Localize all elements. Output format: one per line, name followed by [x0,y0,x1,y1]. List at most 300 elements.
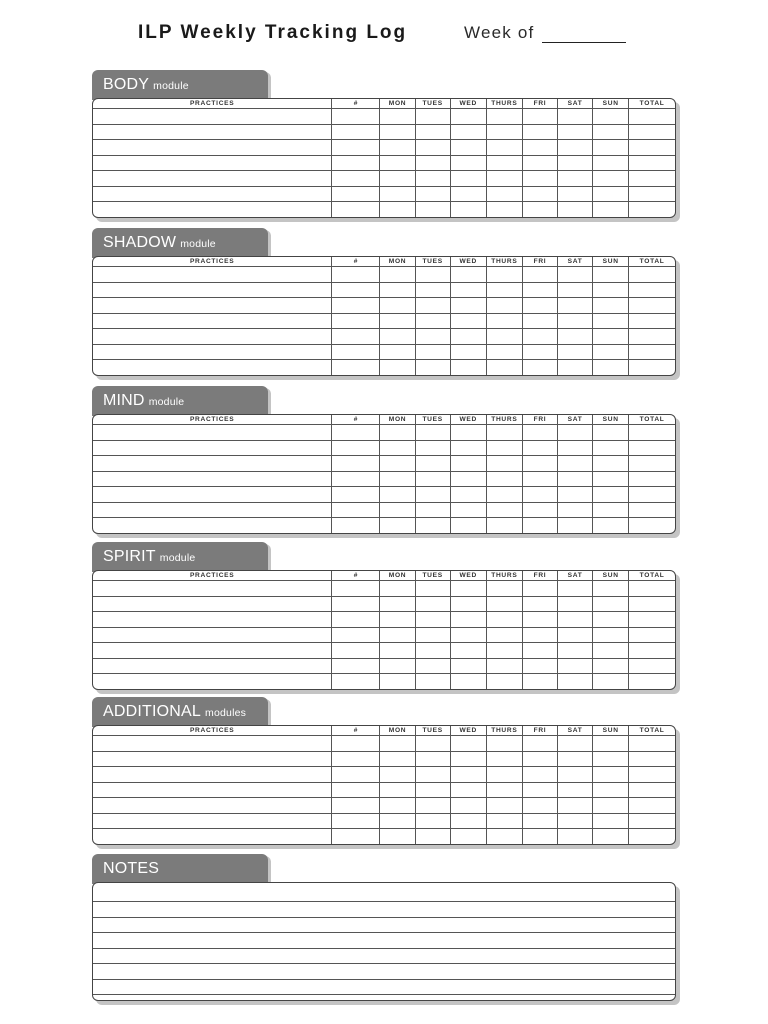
notes-line[interactable] [93,933,675,949]
cell-count[interactable] [332,109,380,125]
cell-sat[interactable] [558,155,593,171]
cell-thurs[interactable] [486,186,522,202]
cell-thurs[interactable] [486,360,522,375]
cell-tues[interactable] [415,782,450,798]
cell-wed[interactable] [450,360,486,375]
cell-tues[interactable] [415,813,450,829]
cell-sun[interactable] [593,202,629,217]
cell-tues[interactable] [415,627,450,643]
cell-tues[interactable] [415,440,450,456]
cell-practices[interactable] [93,124,332,140]
cell-count[interactable] [332,471,380,487]
cell-sat[interactable] [558,344,593,360]
cell-fri[interactable] [522,736,557,752]
cell-sat[interactable] [558,282,593,298]
cell-mon[interactable] [380,627,415,643]
cell-tues[interactable] [415,267,450,283]
cell-mon[interactable] [380,124,415,140]
cell-total[interactable] [629,186,675,202]
cell-total[interactable] [629,109,675,125]
cell-wed[interactable] [450,282,486,298]
cell-total[interactable] [629,658,675,674]
cell-thurs[interactable] [486,124,522,140]
cell-wed[interactable] [450,425,486,441]
cell-thurs[interactable] [486,798,522,814]
cell-mon[interactable] [380,658,415,674]
cell-fri[interactable] [522,329,557,345]
cell-mon[interactable] [380,518,415,533]
cell-sun[interactable] [593,471,629,487]
cell-practices[interactable] [93,596,332,612]
cell-tues[interactable] [415,487,450,503]
cell-practices[interactable] [93,658,332,674]
cell-tues[interactable] [415,425,450,441]
cell-sun[interactable] [593,658,629,674]
cell-mon[interactable] [380,813,415,829]
cell-sat[interactable] [558,360,593,375]
cell-total[interactable] [629,267,675,283]
cell-total[interactable] [629,425,675,441]
cell-thurs[interactable] [486,612,522,628]
cell-fri[interactable] [522,155,557,171]
cell-mon[interactable] [380,782,415,798]
cell-wed[interactable] [450,736,486,752]
cell-fri[interactable] [522,596,557,612]
cell-tues[interactable] [415,140,450,156]
cell-total[interactable] [629,282,675,298]
cell-sun[interactable] [593,798,629,814]
cell-thurs[interactable] [486,658,522,674]
cell-count[interactable] [332,782,380,798]
cell-wed[interactable] [450,202,486,217]
cell-tues[interactable] [415,798,450,814]
cell-tues[interactable] [415,171,450,187]
cell-practices[interactable] [93,267,332,283]
cell-practices[interactable] [93,736,332,752]
cell-count[interactable] [332,186,380,202]
cell-count[interactable] [332,813,380,829]
cell-practices[interactable] [93,344,332,360]
notes-line[interactable] [93,964,675,980]
cell-count[interactable] [332,344,380,360]
cell-wed[interactable] [450,456,486,472]
cell-sat[interactable] [558,440,593,456]
cell-count[interactable] [332,360,380,375]
cell-wed[interactable] [450,298,486,314]
cell-total[interactable] [629,627,675,643]
cell-count[interactable] [332,171,380,187]
cell-fri[interactable] [522,344,557,360]
notes-area[interactable] [92,882,676,1001]
cell-tues[interactable] [415,751,450,767]
cell-practices[interactable] [93,425,332,441]
cell-sat[interactable] [558,502,593,518]
cell-count[interactable] [332,329,380,345]
cell-practices[interactable] [93,456,332,472]
cell-fri[interactable] [522,767,557,783]
cell-practices[interactable] [93,674,332,689]
cell-sun[interactable] [593,612,629,628]
cell-thurs[interactable] [486,109,522,125]
cell-fri[interactable] [522,782,557,798]
cell-count[interactable] [332,643,380,659]
cell-mon[interactable] [380,171,415,187]
cell-thurs[interactable] [486,171,522,187]
cell-thurs[interactable] [486,202,522,217]
cell-thurs[interactable] [486,140,522,156]
cell-sun[interactable] [593,674,629,689]
cell-thurs[interactable] [486,155,522,171]
cell-wed[interactable] [450,109,486,125]
cell-tues[interactable] [415,329,450,345]
cell-sun[interactable] [593,109,629,125]
cell-count[interactable] [332,140,380,156]
cell-thurs[interactable] [486,487,522,503]
cell-mon[interactable] [380,767,415,783]
cell-fri[interactable] [522,456,557,472]
notes-line[interactable] [93,902,675,918]
cell-thurs[interactable] [486,627,522,643]
cell-wed[interactable] [450,782,486,798]
cell-total[interactable] [629,140,675,156]
cell-tues[interactable] [415,643,450,659]
cell-tues[interactable] [415,612,450,628]
cell-fri[interactable] [522,171,557,187]
cell-total[interactable] [629,767,675,783]
cell-total[interactable] [629,829,675,844]
cell-sat[interactable] [558,627,593,643]
cell-practices[interactable] [93,627,332,643]
cell-mon[interactable] [380,596,415,612]
cell-count[interactable] [332,425,380,441]
cell-fri[interactable] [522,186,557,202]
cell-practices[interactable] [93,518,332,533]
cell-sun[interactable] [593,627,629,643]
cell-fri[interactable] [522,487,557,503]
cell-sun[interactable] [593,267,629,283]
cell-wed[interactable] [450,767,486,783]
cell-count[interactable] [332,155,380,171]
notes-line[interactable] [93,980,675,996]
cell-sat[interactable] [558,202,593,217]
cell-fri[interactable] [522,298,557,314]
cell-total[interactable] [629,329,675,345]
cell-mon[interactable] [380,109,415,125]
cell-fri[interactable] [522,798,557,814]
cell-sat[interactable] [558,329,593,345]
notes-line[interactable] [93,883,675,902]
cell-sun[interactable] [593,186,629,202]
cell-mon[interactable] [380,425,415,441]
cell-mon[interactable] [380,502,415,518]
cell-count[interactable] [332,767,380,783]
cell-sat[interactable] [558,643,593,659]
notes-line[interactable] [93,918,675,934]
cell-practices[interactable] [93,282,332,298]
cell-fri[interactable] [522,440,557,456]
cell-mon[interactable] [380,186,415,202]
cell-thurs[interactable] [486,518,522,533]
cell-tues[interactable] [415,471,450,487]
cell-tues[interactable] [415,658,450,674]
cell-mon[interactable] [380,751,415,767]
cell-tues[interactable] [415,202,450,217]
cell-fri[interactable] [522,643,557,659]
cell-wed[interactable] [450,829,486,844]
cell-fri[interactable] [522,674,557,689]
cell-wed[interactable] [450,471,486,487]
cell-total[interactable] [629,751,675,767]
cell-fri[interactable] [522,267,557,283]
cell-total[interactable] [629,736,675,752]
cell-practices[interactable] [93,155,332,171]
cell-fri[interactable] [522,425,557,441]
cell-thurs[interactable] [486,267,522,283]
cell-sun[interactable] [593,140,629,156]
cell-mon[interactable] [380,440,415,456]
cell-wed[interactable] [450,813,486,829]
cell-mon[interactable] [380,313,415,329]
cell-sun[interactable] [593,782,629,798]
cell-mon[interactable] [380,736,415,752]
cell-wed[interactable] [450,155,486,171]
cell-fri[interactable] [522,109,557,125]
cell-wed[interactable] [450,502,486,518]
cell-total[interactable] [629,440,675,456]
cell-wed[interactable] [450,440,486,456]
cell-wed[interactable] [450,140,486,156]
cell-sun[interactable] [593,518,629,533]
cell-sat[interactable] [558,612,593,628]
cell-mon[interactable] [380,471,415,487]
cell-fri[interactable] [522,829,557,844]
cell-count[interactable] [332,487,380,503]
cell-sat[interactable] [558,298,593,314]
cell-wed[interactable] [450,798,486,814]
cell-sat[interactable] [558,674,593,689]
cell-total[interactable] [629,360,675,375]
cell-fri[interactable] [522,313,557,329]
cell-sat[interactable] [558,471,593,487]
cell-practices[interactable] [93,581,332,597]
cell-thurs[interactable] [486,313,522,329]
cell-total[interactable] [629,202,675,217]
cell-sat[interactable] [558,581,593,597]
cell-thurs[interactable] [486,282,522,298]
cell-total[interactable] [629,456,675,472]
cell-sun[interactable] [593,581,629,597]
cell-total[interactable] [629,124,675,140]
cell-wed[interactable] [450,267,486,283]
cell-wed[interactable] [450,674,486,689]
cell-tues[interactable] [415,674,450,689]
cell-practices[interactable] [93,186,332,202]
cell-total[interactable] [629,298,675,314]
cell-total[interactable] [629,344,675,360]
cell-practices[interactable] [93,440,332,456]
cell-practices[interactable] [93,643,332,659]
cell-tues[interactable] [415,298,450,314]
cell-fri[interactable] [522,518,557,533]
cell-sat[interactable] [558,829,593,844]
cell-thurs[interactable] [486,440,522,456]
cell-wed[interactable] [450,171,486,187]
cell-count[interactable] [332,518,380,533]
cell-practices[interactable] [93,487,332,503]
cell-practices[interactable] [93,751,332,767]
cell-count[interactable] [332,658,380,674]
cell-thurs[interactable] [486,329,522,345]
cell-thurs[interactable] [486,643,522,659]
cell-sun[interactable] [593,313,629,329]
cell-mon[interactable] [380,140,415,156]
cell-practices[interactable] [93,782,332,798]
cell-mon[interactable] [380,456,415,472]
cell-practices[interactable] [93,109,332,125]
cell-mon[interactable] [380,282,415,298]
cell-sun[interactable] [593,425,629,441]
cell-mon[interactable] [380,643,415,659]
cell-fri[interactable] [522,581,557,597]
cell-sat[interactable] [558,186,593,202]
cell-total[interactable] [629,581,675,597]
cell-fri[interactable] [522,282,557,298]
cell-sun[interactable] [593,171,629,187]
cell-sun[interactable] [593,282,629,298]
cell-count[interactable] [332,674,380,689]
cell-sun[interactable] [593,736,629,752]
cell-tues[interactable] [415,186,450,202]
cell-total[interactable] [629,171,675,187]
cell-count[interactable] [332,596,380,612]
cell-mon[interactable] [380,202,415,217]
cell-fri[interactable] [522,124,557,140]
cell-count[interactable] [332,502,380,518]
cell-fri[interactable] [522,751,557,767]
cell-sat[interactable] [558,313,593,329]
cell-mon[interactable] [380,267,415,283]
cell-count[interactable] [332,798,380,814]
cell-practices[interactable] [93,612,332,628]
cell-mon[interactable] [380,612,415,628]
cell-mon[interactable] [380,674,415,689]
cell-total[interactable] [629,798,675,814]
cell-mon[interactable] [380,798,415,814]
cell-count[interactable] [332,751,380,767]
cell-tues[interactable] [415,344,450,360]
cell-thurs[interactable] [486,782,522,798]
cell-thurs[interactable] [486,736,522,752]
cell-sun[interactable] [593,767,629,783]
cell-total[interactable] [629,313,675,329]
cell-practices[interactable] [93,813,332,829]
cell-fri[interactable] [522,140,557,156]
cell-fri[interactable] [522,471,557,487]
cell-mon[interactable] [380,581,415,597]
week-of-blank[interactable] [542,25,626,43]
cell-fri[interactable] [522,202,557,217]
cell-practices[interactable] [93,313,332,329]
cell-total[interactable] [629,612,675,628]
cell-count[interactable] [332,298,380,314]
cell-tues[interactable] [415,581,450,597]
cell-sat[interactable] [558,751,593,767]
cell-total[interactable] [629,518,675,533]
cell-thurs[interactable] [486,596,522,612]
cell-wed[interactable] [450,124,486,140]
cell-practices[interactable] [93,798,332,814]
cell-count[interactable] [332,282,380,298]
cell-practices[interactable] [93,298,332,314]
cell-count[interactable] [332,267,380,283]
cell-tues[interactable] [415,155,450,171]
cell-count[interactable] [332,829,380,844]
cell-thurs[interactable] [486,674,522,689]
cell-sun[interactable] [593,596,629,612]
cell-total[interactable] [629,596,675,612]
cell-tues[interactable] [415,829,450,844]
cell-mon[interactable] [380,344,415,360]
cell-total[interactable] [629,643,675,659]
cell-count[interactable] [332,202,380,217]
cell-sat[interactable] [558,487,593,503]
cell-sat[interactable] [558,813,593,829]
cell-total[interactable] [629,487,675,503]
cell-sun[interactable] [593,298,629,314]
cell-wed[interactable] [450,612,486,628]
cell-sat[interactable] [558,782,593,798]
cell-tues[interactable] [415,767,450,783]
cell-mon[interactable] [380,360,415,375]
cell-total[interactable] [629,782,675,798]
cell-tues[interactable] [415,360,450,375]
cell-mon[interactable] [380,298,415,314]
cell-practices[interactable] [93,502,332,518]
cell-wed[interactable] [450,643,486,659]
cell-sun[interactable] [593,502,629,518]
cell-wed[interactable] [450,518,486,533]
cell-sat[interactable] [558,456,593,472]
cell-sun[interactable] [593,813,629,829]
cell-sat[interactable] [558,140,593,156]
cell-tues[interactable] [415,109,450,125]
cell-tues[interactable] [415,596,450,612]
cell-practices[interactable] [93,471,332,487]
cell-sat[interactable] [558,798,593,814]
cell-thurs[interactable] [486,767,522,783]
cell-thurs[interactable] [486,813,522,829]
cell-count[interactable] [332,440,380,456]
cell-thurs[interactable] [486,456,522,472]
cell-thurs[interactable] [486,581,522,597]
cell-thurs[interactable] [486,502,522,518]
cell-count[interactable] [332,627,380,643]
cell-sat[interactable] [558,171,593,187]
cell-thurs[interactable] [486,751,522,767]
cell-fri[interactable] [522,612,557,628]
cell-mon[interactable] [380,155,415,171]
cell-tues[interactable] [415,124,450,140]
cell-tues[interactable] [415,736,450,752]
cell-count[interactable] [332,612,380,628]
notes-line[interactable] [93,949,675,965]
cell-sun[interactable] [593,643,629,659]
cell-sun[interactable] [593,440,629,456]
cell-wed[interactable] [450,313,486,329]
cell-tues[interactable] [415,313,450,329]
cell-practices[interactable] [93,829,332,844]
cell-total[interactable] [629,813,675,829]
